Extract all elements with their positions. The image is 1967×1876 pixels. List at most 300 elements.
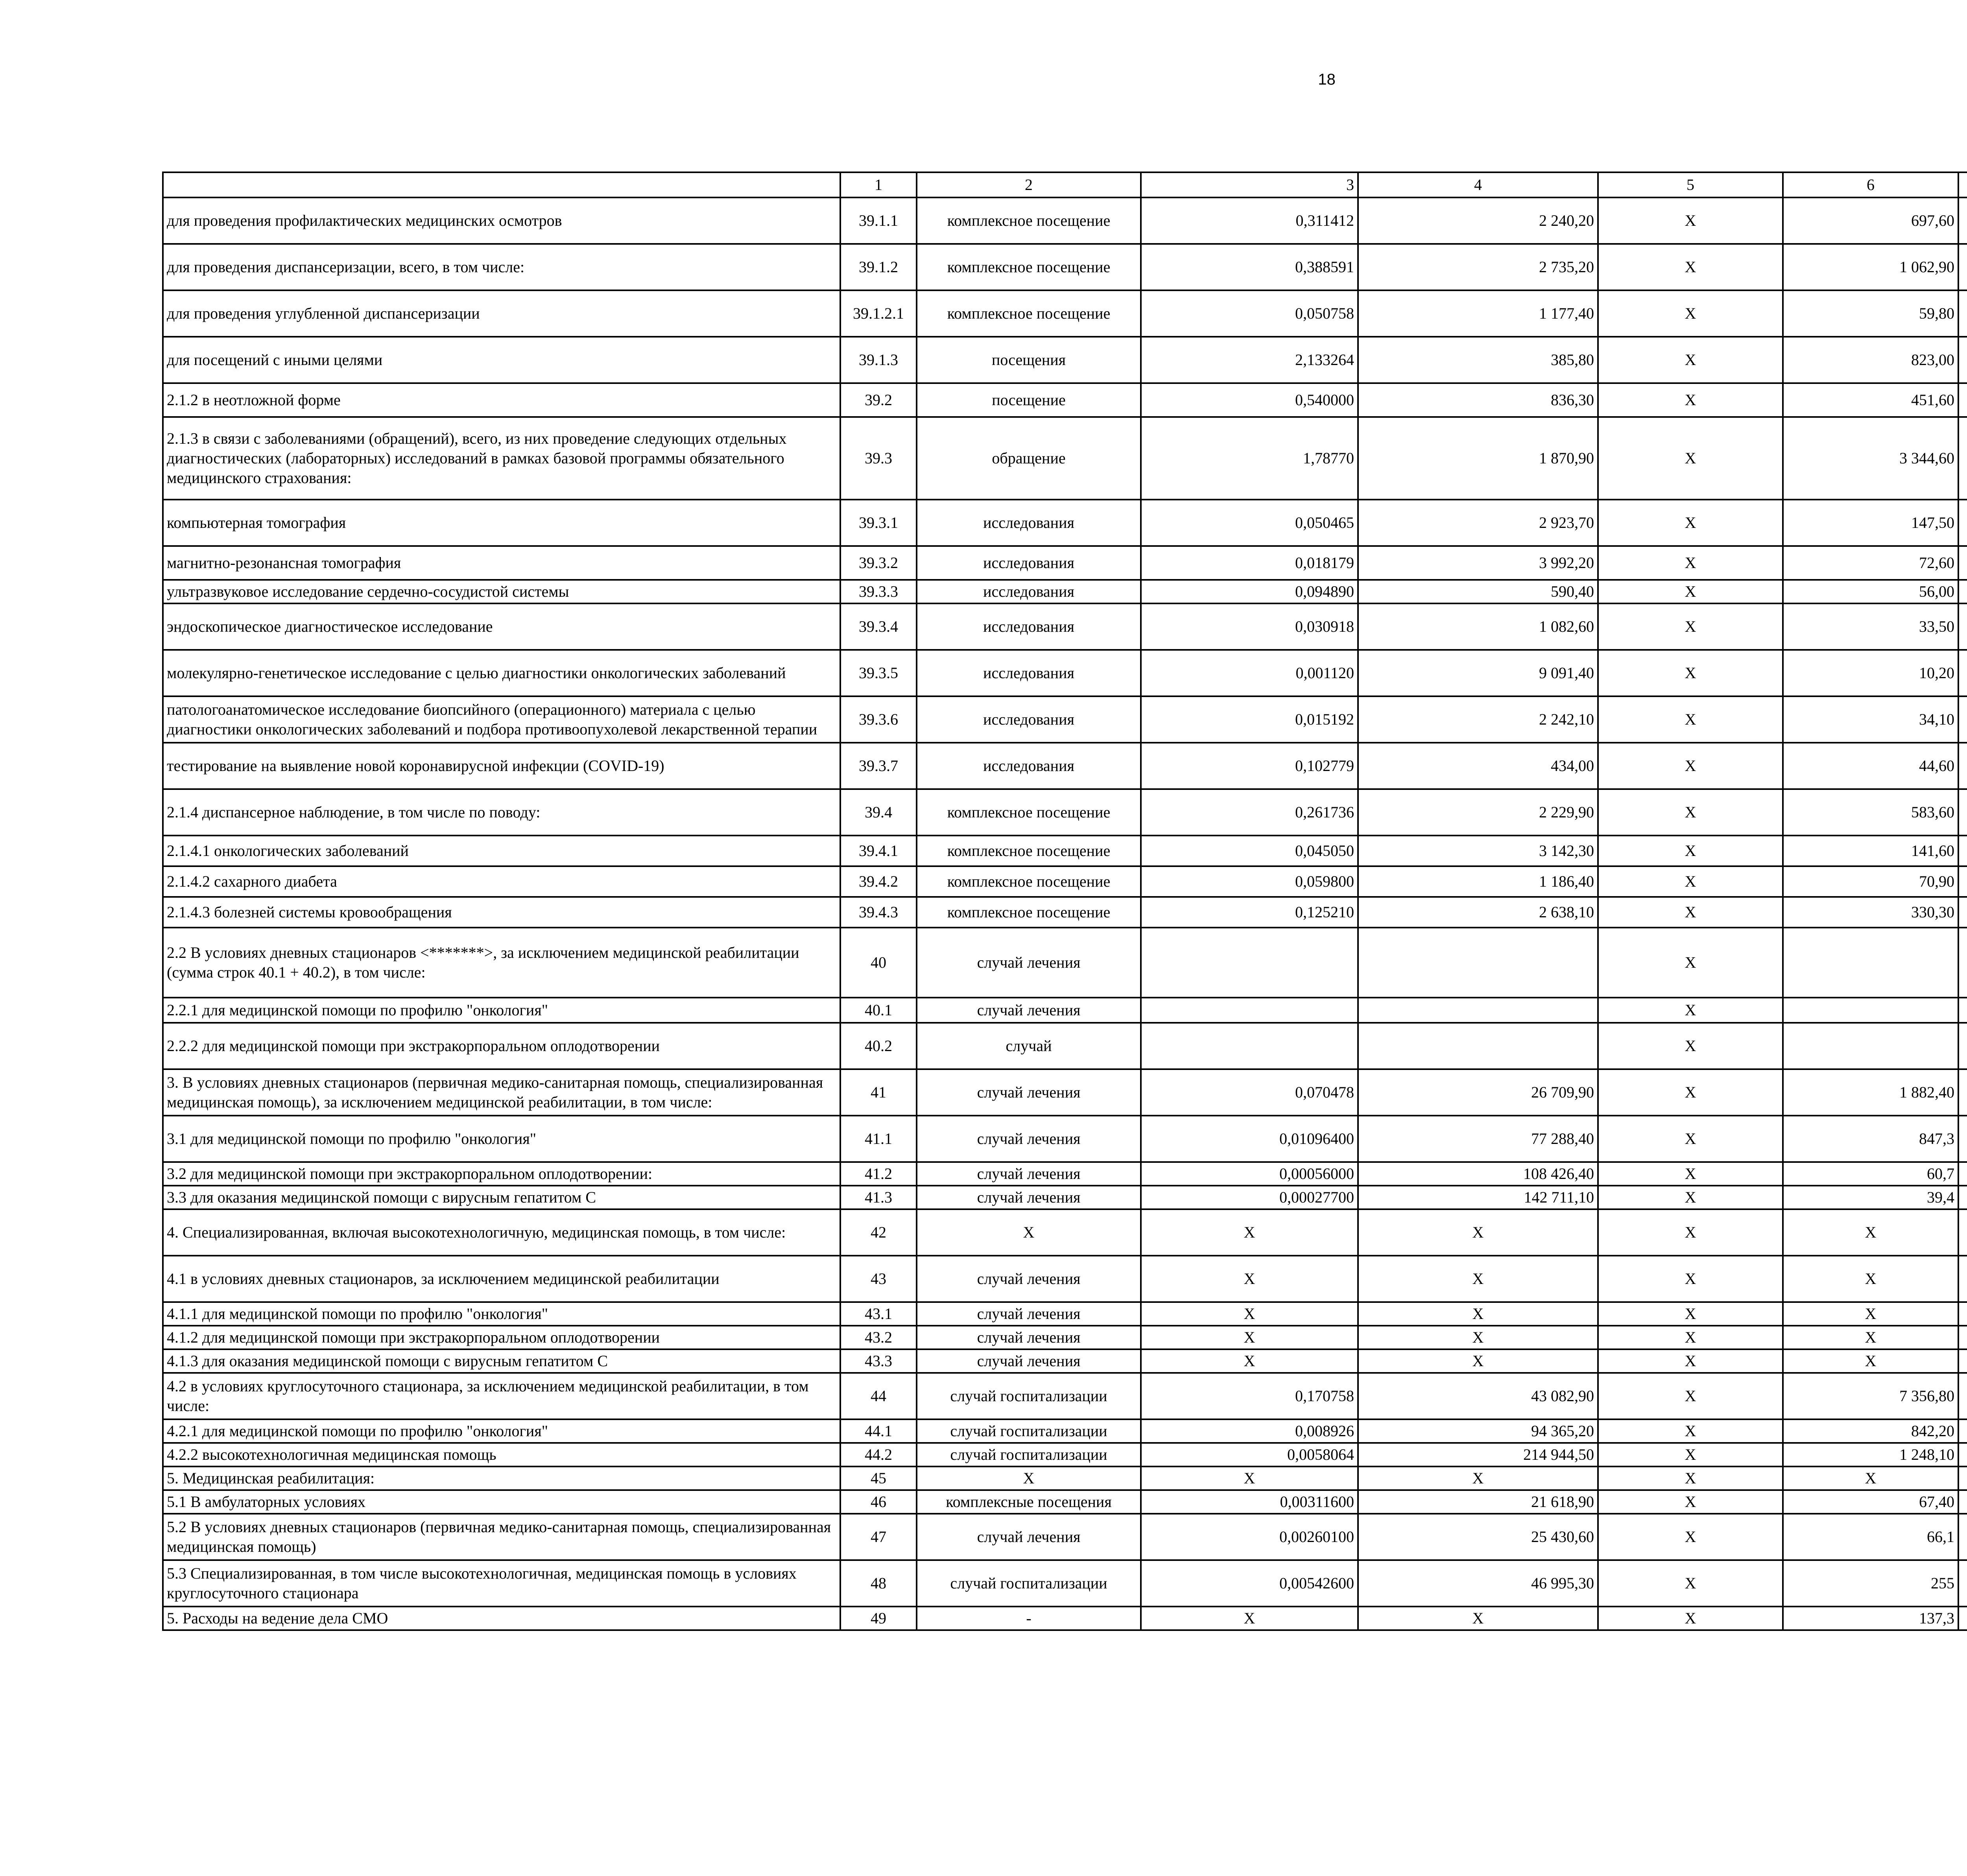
norm-cost-cell: 43 082,90 [1358, 1373, 1598, 1419]
norm-cost-cell: 214 944,50 [1358, 1443, 1598, 1466]
norm-volume-cell: 0,045050 [1141, 836, 1358, 866]
unit-cell: X [917, 1209, 1141, 1256]
unit-cell: случай лечения [917, 1349, 1141, 1373]
row-label-cell: 4.2 в условиях круглосуточного стационара, за исключением медицинской реабилитации, в том числе: [163, 1373, 840, 1419]
table-row [163, 1302, 1967, 1326]
table-row [163, 1186, 1967, 1209]
row-label-cell: 3. В условиях дневных стационаров (первичная медико-санитарная помощь, специализированная медицинская помощь), за исключением медицинской реабилитации, в том числе: [163, 1069, 840, 1116]
table-row [163, 998, 1967, 1023]
header-cell: 2 [917, 172, 1141, 197]
table-row [163, 580, 1967, 603]
col7-cell [1958, 290, 1967, 337]
col6-cell: 141,60 [1783, 836, 1958, 866]
col5-cell: X [1598, 650, 1783, 696]
col6-cell: X [1783, 1256, 1958, 1302]
unit-cell: посещение [917, 383, 1141, 417]
col6-cell: 255 [1783, 1560, 1958, 1607]
norm-volume-cell: 0,311412 [1141, 197, 1358, 244]
unit-cell: комплексные посещения [917, 1490, 1141, 1514]
norm-volume-cell: 0,102779 [1141, 743, 1358, 789]
col5-cell: X [1598, 1490, 1783, 1514]
norm-cost-cell: 142 711,10 [1358, 1186, 1598, 1209]
table-row [163, 546, 1967, 580]
col7-cell [1958, 500, 1967, 546]
norm-volume-cell: 0,094890 [1141, 580, 1358, 603]
row-code-cell: 46 [840, 1490, 917, 1514]
col5-cell: X [1598, 417, 1783, 500]
col5-cell: X [1598, 998, 1783, 1023]
col5-cell: X [1598, 1116, 1783, 1162]
col7-cell [1958, 1607, 1967, 1630]
header-cell: 5 [1598, 172, 1783, 197]
norm-volume-cell: 0,00311600 [1141, 1490, 1358, 1514]
row-code-cell: 43.3 [840, 1349, 917, 1373]
col6-cell: 1 062,90 [1783, 244, 1958, 290]
col5-cell: X [1598, 1302, 1783, 1326]
unit-cell: случай лечения [917, 1302, 1141, 1326]
col6-cell: X [1783, 1466, 1958, 1490]
table-row [163, 1349, 1967, 1373]
unit-cell: посещения [917, 337, 1141, 383]
col7-cell [1958, 1069, 1967, 1116]
col5-cell: X [1598, 928, 1783, 998]
row-code-cell: 39.4.2 [840, 866, 917, 897]
col6-cell [1783, 1023, 1958, 1069]
table-row [163, 1560, 1967, 1607]
norm-cost-cell: X [1358, 1209, 1598, 1256]
norm-volume-cell: 0,050758 [1141, 290, 1358, 337]
row-code-cell: 44 [840, 1373, 917, 1419]
col6-cell: 33,50 [1783, 603, 1958, 650]
row-code-cell: 44.2 [840, 1443, 917, 1466]
col6-cell: 66,1 [1783, 1514, 1958, 1560]
norm-cost-cell: 26 709,90 [1358, 1069, 1598, 1116]
col5-cell: X [1598, 244, 1783, 290]
norm-volume-cell: 0,001120 [1141, 650, 1358, 696]
col6-cell: 60,7 [1783, 1162, 1958, 1186]
unit-cell: случай лечения [917, 1162, 1141, 1186]
col5-cell: X [1598, 290, 1783, 337]
unit-cell: исследования [917, 580, 1141, 603]
row-code-cell: 39.1.3 [840, 337, 917, 383]
col5-cell: X [1598, 1373, 1783, 1419]
row-code-cell: 39.1.1 [840, 197, 917, 244]
col7-cell [1958, 1162, 1967, 1186]
norm-cost-cell: 1 177,40 [1358, 290, 1598, 337]
norm-volume-cell [1141, 998, 1358, 1023]
col5-cell: X [1598, 1349, 1783, 1373]
col6-cell: 137,3 [1783, 1607, 1958, 1630]
norm-volume-cell: 2,133264 [1141, 337, 1358, 383]
col7-cell [1958, 244, 1967, 290]
data-table [162, 172, 1967, 1631]
col5-cell: X [1598, 897, 1783, 928]
row-code-cell: 41 [840, 1069, 917, 1116]
table-row [163, 1023, 1967, 1069]
norm-cost-cell: 94 365,20 [1358, 1419, 1598, 1443]
row-code-cell: 39.3 [840, 417, 917, 500]
col7-cell [1958, 789, 1967, 836]
norm-cost-cell: 2 735,20 [1358, 244, 1598, 290]
row-label-cell: для проведения диспансеризации, всего, в том числе: [163, 244, 840, 290]
norm-volume-cell: X [1141, 1209, 1358, 1256]
col7-cell [1958, 417, 1967, 500]
norm-cost-cell: 434,00 [1358, 743, 1598, 789]
col7-cell [1958, 1023, 1967, 1069]
col5-cell: X [1598, 743, 1783, 789]
norm-volume-cell: X [1141, 1607, 1358, 1630]
col7-cell [1958, 1302, 1967, 1326]
col7-cell [1958, 603, 1967, 650]
header-row [163, 172, 1967, 197]
table-row [163, 500, 1967, 546]
col7-cell [1958, 1256, 1967, 1302]
unit-cell: комплексное посещение [917, 897, 1141, 928]
unit-cell: исследования [917, 603, 1141, 650]
row-label-cell: 5.1 В амбулаторных условиях [163, 1490, 840, 1514]
table-row [163, 1116, 1967, 1162]
col6-cell: 147,50 [1783, 500, 1958, 546]
row-label-cell: эндоскопическое диагностическое исследование [163, 603, 840, 650]
unit-cell: случай [917, 1023, 1141, 1069]
col6-cell: 39,4 [1783, 1186, 1958, 1209]
header-cell: 1 [840, 172, 917, 197]
norm-volume-cell: 0,015192 [1141, 696, 1358, 743]
norm-cost-cell: 9 091,40 [1358, 650, 1598, 696]
table-row [163, 197, 1967, 244]
unit-cell: X [917, 1466, 1141, 1490]
row-code-cell: 39.3.1 [840, 500, 917, 546]
col7-cell [1958, 1443, 1967, 1466]
row-code-cell: 48 [840, 1560, 917, 1607]
norm-cost-cell: X [1358, 1256, 1598, 1302]
col5-cell: X [1598, 1209, 1783, 1256]
col7-cell [1958, 337, 1967, 383]
col6-cell: 847,3 [1783, 1116, 1958, 1162]
norm-cost-cell: 385,80 [1358, 337, 1598, 383]
unit-cell: случай лечения [917, 928, 1141, 998]
norm-volume-cell: 0,00056000 [1141, 1162, 1358, 1186]
norm-cost-cell: 2 242,10 [1358, 696, 1598, 743]
col6-cell: 56,00 [1783, 580, 1958, 603]
norm-cost-cell: X [1358, 1326, 1598, 1349]
unit-cell: - [917, 1607, 1141, 1630]
row-label-cell: 5.3 Специализированная, в том числе высокотехнологичная, медицинская помощь в условиях круглосуточного стационара [163, 1560, 840, 1607]
row-label-cell: 4. Специализированная, включая высокотехнологичную, медицинская помощь, в том числе: [163, 1209, 840, 1256]
row-code-cell: 44.1 [840, 1419, 917, 1443]
table-row [163, 1466, 1967, 1490]
row-label-cell: для проведения профилактических медицинских осмотров [163, 197, 840, 244]
unit-cell: комплексное посещение [917, 290, 1141, 337]
norm-cost-cell: 108 426,40 [1358, 1162, 1598, 1186]
row-code-cell: 39.4 [840, 789, 917, 836]
norm-cost-cell: 1 082,60 [1358, 603, 1598, 650]
table-row [163, 897, 1967, 928]
row-code-cell: 45 [840, 1466, 917, 1490]
row-code-cell: 39.3.2 [840, 546, 917, 580]
col7-cell [1958, 197, 1967, 244]
row-code-cell: 47 [840, 1514, 917, 1560]
row-label-cell: молекулярно-генетическое исследование с целью диагностики онкологических заболеваний [163, 650, 840, 696]
col7-cell [1958, 580, 1967, 603]
row-label-cell: 4.1.1 для медицинской помощи по профилю "онкология" [163, 1302, 840, 1326]
row-label-cell: магнитно-резонансная томография [163, 546, 840, 580]
norm-volume-cell: 0,030918 [1141, 603, 1358, 650]
col7-cell [1958, 897, 1967, 928]
row-code-cell: 49 [840, 1607, 917, 1630]
row-label-cell: 5. Медицинская реабилитация: [163, 1466, 840, 1490]
table-row [163, 1514, 1967, 1560]
row-label-cell: 2.1.4.2 сахарного диабета [163, 866, 840, 897]
table-row [163, 836, 1967, 866]
col6-cell: 823,00 [1783, 337, 1958, 383]
row-code-cell: 43.2 [840, 1326, 917, 1349]
unit-cell: исследования [917, 546, 1141, 580]
row-code-cell: 43.1 [840, 1302, 917, 1326]
col5-cell: X [1598, 580, 1783, 603]
header-cell [1958, 172, 1967, 197]
norm-volume-cell: 0,125210 [1141, 897, 1358, 928]
col7-cell [1958, 1490, 1967, 1514]
row-label-cell: ультразвуковое исследование сердечно-сосудистой системы [163, 580, 840, 603]
unit-cell: комплексное посещение [917, 244, 1141, 290]
unit-cell: исследования [917, 743, 1141, 789]
col7-cell [1958, 1326, 1967, 1349]
header-cell: 4 [1358, 172, 1598, 197]
col7-cell [1958, 546, 1967, 580]
norm-cost-cell: 77 288,40 [1358, 1116, 1598, 1162]
table-row [163, 337, 1967, 383]
table-row [163, 1490, 1967, 1514]
norm-volume-cell: 0,00542600 [1141, 1560, 1358, 1607]
norm-volume-cell: 0,00027700 [1141, 1186, 1358, 1209]
col6-cell: 72,60 [1783, 546, 1958, 580]
row-code-cell: 41.1 [840, 1116, 917, 1162]
header-cell: 6 [1783, 172, 1958, 197]
table-row [163, 417, 1967, 500]
unit-cell: случай госпитализации [917, 1419, 1141, 1443]
col5-cell: X [1598, 500, 1783, 546]
col6-cell: 7 356,80 [1783, 1373, 1958, 1419]
col6-cell: 330,30 [1783, 897, 1958, 928]
col6-cell: 451,60 [1783, 383, 1958, 417]
norm-cost-cell: 590,40 [1358, 580, 1598, 603]
col7-cell [1958, 1116, 1967, 1162]
norm-cost-cell: 2 638,10 [1358, 897, 1598, 928]
table-row [163, 1373, 1967, 1419]
table-row [163, 743, 1967, 789]
norm-cost-cell: 3 142,30 [1358, 836, 1598, 866]
unit-cell: случай лечения [917, 1116, 1141, 1162]
norm-volume-cell [1141, 1023, 1358, 1069]
row-code-cell: 39.1.2 [840, 244, 917, 290]
norm-volume-cell: 0,059800 [1141, 866, 1358, 897]
col6-cell: X [1783, 1302, 1958, 1326]
col5-cell: X [1598, 383, 1783, 417]
norm-volume-cell: 0,261736 [1141, 789, 1358, 836]
col7-cell [1958, 1186, 1967, 1209]
row-label-cell: 4.1.3 для оказания медицинской помощи с вирусным гепатитом С [163, 1349, 840, 1373]
unit-cell: случай лечения [917, 1069, 1141, 1116]
row-code-cell: 39.3.6 [840, 696, 917, 743]
col6-cell: 1 882,40 [1783, 1069, 1958, 1116]
norm-cost-cell: 1 870,90 [1358, 417, 1598, 500]
norm-volume-cell: 0,01096400 [1141, 1116, 1358, 1162]
col5-cell: X [1598, 1466, 1783, 1490]
col6-cell: 583,60 [1783, 789, 1958, 836]
norm-volume-cell: X [1141, 1349, 1358, 1373]
norm-volume-cell: X [1141, 1466, 1358, 1490]
row-code-cell: 41.2 [840, 1162, 917, 1186]
unit-cell: обращение [917, 417, 1141, 500]
row-label-cell: 3.3 для оказания медицинской помощи с вирусным гепатитом С [163, 1186, 840, 1209]
norm-volume-cell: X [1141, 1326, 1358, 1349]
norm-cost-cell: X [1358, 1349, 1598, 1373]
norm-cost-cell: 1 186,40 [1358, 866, 1598, 897]
norm-cost-cell [1358, 1023, 1598, 1069]
table-row [163, 290, 1967, 337]
col5-cell: X [1598, 1607, 1783, 1630]
norm-volume-cell: 0,00260100 [1141, 1514, 1358, 1560]
col6-cell: 842,20 [1783, 1419, 1958, 1443]
norm-cost-cell: 836,30 [1358, 383, 1598, 417]
row-code-cell: 39.1.2.1 [840, 290, 917, 337]
col5-cell: X [1598, 197, 1783, 244]
table-row [163, 1069, 1967, 1116]
col6-cell [1783, 998, 1958, 1023]
norm-volume-cell [1141, 928, 1358, 998]
table-row [163, 866, 1967, 897]
header-cell: 3 [1141, 172, 1358, 197]
page-number: 18 [1318, 71, 1336, 88]
norm-volume-cell: 0,388591 [1141, 244, 1358, 290]
col6-cell: 59,80 [1783, 290, 1958, 337]
table-row [163, 789, 1967, 836]
norm-cost-cell: 25 430,60 [1358, 1514, 1598, 1560]
unit-cell: случай госпитализации [917, 1443, 1141, 1466]
col7-cell [1958, 383, 1967, 417]
norm-cost-cell: 46 995,30 [1358, 1560, 1598, 1607]
row-label-cell: 2.1.4.3 болезней системы кровообращения [163, 897, 840, 928]
norm-cost-cell [1358, 998, 1598, 1023]
unit-cell: исследования [917, 500, 1141, 546]
norm-cost-cell: 2 240,20 [1358, 197, 1598, 244]
col5-cell: X [1598, 337, 1783, 383]
row-code-cell: 39.4.1 [840, 836, 917, 866]
col6-cell: 44,60 [1783, 743, 1958, 789]
row-label-cell: для проведения углубленной диспансеризации [163, 290, 840, 337]
table-row [163, 1443, 1967, 1466]
row-code-cell: 40.2 [840, 1023, 917, 1069]
table-row [163, 928, 1967, 998]
row-label-cell: 2.2.2 для медицинской помощи при экстракорпоральном оплодотворении [163, 1023, 840, 1069]
unit-cell: случай лечения [917, 1186, 1141, 1209]
col5-cell: X [1598, 696, 1783, 743]
col5-cell: X [1598, 1069, 1783, 1116]
norm-cost-cell: 3 992,20 [1358, 546, 1598, 580]
norm-volume-cell: X [1141, 1302, 1358, 1326]
row-code-cell: 42 [840, 1209, 917, 1256]
col7-cell [1958, 1209, 1967, 1256]
unit-cell: случай госпитализации [917, 1373, 1141, 1419]
col6-cell [1783, 928, 1958, 998]
norm-volume-cell: 0,540000 [1141, 383, 1358, 417]
col7-cell [1958, 836, 1967, 866]
unit-cell: комплексное посещение [917, 789, 1141, 836]
col6-cell: X [1783, 1209, 1958, 1256]
col5-cell: X [1598, 1419, 1783, 1443]
col6-cell: 1 248,10 [1783, 1443, 1958, 1466]
row-label-cell: 4.1 в условиях дневных стационаров, за исключением медицинской реабилитации [163, 1256, 840, 1302]
row-label-cell: 2.1.4.1 онкологических заболеваний [163, 836, 840, 866]
row-code-cell: 39.3.3 [840, 580, 917, 603]
col5-cell: X [1598, 866, 1783, 897]
row-code-cell: 39.4.3 [840, 897, 917, 928]
unit-cell: случай лечения [917, 1326, 1141, 1349]
norm-cost-cell: X [1358, 1607, 1598, 1630]
row-label-cell: для посещений с иными целями [163, 337, 840, 383]
table-row [163, 1419, 1967, 1443]
col5-cell: X [1598, 603, 1783, 650]
col6-cell: 697,60 [1783, 197, 1958, 244]
col5-cell: X [1598, 1514, 1783, 1560]
norm-cost-cell: X [1358, 1302, 1598, 1326]
col5-cell: X [1598, 546, 1783, 580]
row-code-cell: 39.3.4 [840, 603, 917, 650]
unit-cell: комплексное посещение [917, 866, 1141, 897]
row-code-cell: 40.1 [840, 998, 917, 1023]
table-row [163, 1256, 1967, 1302]
row-label-cell: 5. Расходы на ведение дела СМО [163, 1607, 840, 1630]
norm-cost-cell: 21 618,90 [1358, 1490, 1598, 1514]
row-label-cell: компьютерная томография [163, 500, 840, 546]
norm-volume-cell: 0,008926 [1141, 1419, 1358, 1443]
unit-cell: случай лечения [917, 998, 1141, 1023]
norm-volume-cell: 1,78770 [1141, 417, 1358, 500]
row-code-cell: 39.3.5 [840, 650, 917, 696]
table-row [163, 1326, 1967, 1349]
norm-volume-cell: 0,070478 [1141, 1069, 1358, 1116]
norm-volume-cell: X [1141, 1256, 1358, 1302]
row-code-cell: 40 [840, 928, 917, 998]
col7-cell [1958, 1373, 1967, 1419]
row-code-cell: 39.2 [840, 383, 917, 417]
norm-volume-cell: 0,0058064 [1141, 1443, 1358, 1466]
col6-cell: X [1783, 1326, 1958, 1349]
unit-cell: случай лечения [917, 1256, 1141, 1302]
table-row [163, 1209, 1967, 1256]
col5-cell: X [1598, 789, 1783, 836]
norm-cost-cell: X [1358, 1466, 1598, 1490]
header-cell [163, 172, 840, 197]
row-code-cell: 43 [840, 1256, 917, 1302]
col6-cell: 70,90 [1783, 866, 1958, 897]
row-label-cell: 2.2.1 для медицинской помощи по профилю "онкология" [163, 998, 840, 1023]
col7-cell [1958, 928, 1967, 998]
col7-cell [1958, 1419, 1967, 1443]
row-label-cell: тестирование на выявление новой коронавирусной инфекции (COVID-19) [163, 743, 840, 789]
row-label-cell: 5.2 В условиях дневных стационаров (первичная медико-санитарная помощь, специализированная медицинская помощь) [163, 1514, 840, 1560]
unit-cell: комплексное посещение [917, 836, 1141, 866]
row-label-cell: 2.2 В условиях дневных стационаров <*******>, за исключением медицинской реабилитации (сумма строк 40.1 + 40.2), в том числе: [163, 928, 840, 998]
col5-cell: X [1598, 1162, 1783, 1186]
row-label-cell: 2.1.3 в связи с заболеваниями (обращений), всего, из них проведение следующих отдельных диагностических (лабораторных) исследований в рамках базовой программы обязательного медицинского страхования: [163, 417, 840, 500]
row-code-cell: 41.3 [840, 1186, 917, 1209]
row-label-cell: 4.2.2 высокотехнологичная медицинская помощь [163, 1443, 840, 1466]
col7-cell [1958, 866, 1967, 897]
col5-cell: X [1598, 1560, 1783, 1607]
col7-cell [1958, 1514, 1967, 1560]
